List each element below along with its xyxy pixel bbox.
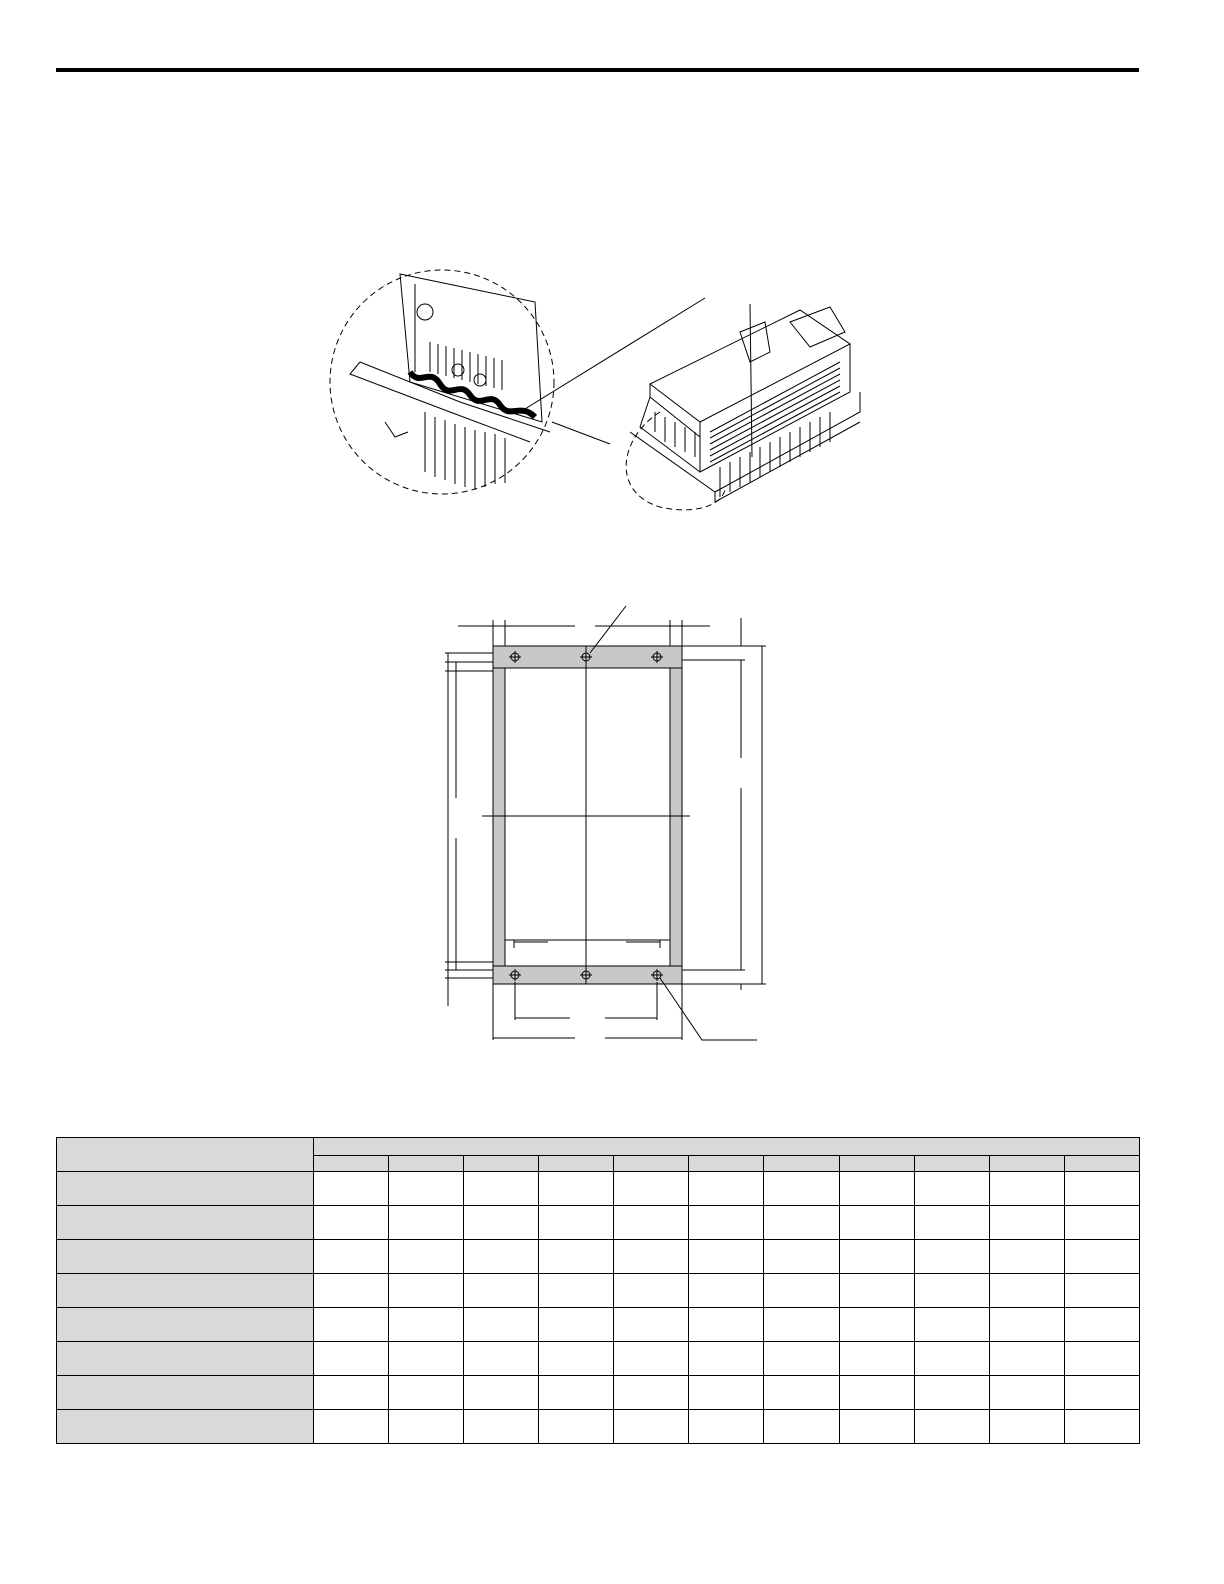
table-cell [689,1172,764,1206]
table-row [57,1410,1140,1444]
table-corner-cell [57,1138,314,1172]
table-row [57,1376,1140,1410]
table-cell [1064,1172,1139,1206]
table-cell [989,1172,1064,1206]
table-cell [614,1410,689,1444]
table-row-label [57,1206,314,1240]
right-dimensions [682,618,766,990]
table-cell [314,1240,389,1274]
table-cell [914,1274,989,1308]
table-cell [1064,1308,1139,1342]
table-column-header [764,1156,839,1172]
table-cell [389,1342,464,1376]
table-row-label [57,1342,314,1376]
table-column-header [839,1156,914,1172]
table-cell [464,1274,539,1308]
table-cell [389,1274,464,1308]
table-cell [689,1274,764,1308]
leader-line-1 [520,298,705,412]
table-cell [614,1172,689,1206]
drive-body [630,307,860,522]
table-row [57,1206,1140,1240]
table-cell [464,1308,539,1342]
table-cell [614,1308,689,1342]
table-cell [839,1206,914,1240]
table-cell [914,1206,989,1240]
table-cell [839,1172,914,1206]
table-cell [989,1308,1064,1342]
table-cell [389,1240,464,1274]
table-cell [464,1172,539,1206]
table-cell [539,1172,614,1206]
hole-leader-bottom [660,978,757,1040]
table-cell [389,1410,464,1444]
table-cell [614,1206,689,1240]
table-cell [914,1376,989,1410]
table-cell [1064,1376,1139,1410]
table-row [57,1240,1140,1274]
table-row [57,1274,1140,1308]
table-cell [614,1342,689,1376]
table-cell [764,1172,839,1206]
mounting-dimension-drawing [430,598,770,1050]
table-cell [314,1206,389,1240]
detail-terminal-block [350,274,550,490]
table-cell [464,1240,539,1274]
table-cell [539,1240,614,1274]
table-cell [914,1308,989,1342]
small-detail-circle [626,412,725,510]
table-cell [989,1274,1064,1308]
table-cell [989,1410,1064,1444]
table-cell [1064,1410,1139,1444]
table-cell [389,1376,464,1410]
table-column-header [1064,1156,1139,1172]
table-cell [839,1376,914,1410]
table-column-header [314,1156,389,1172]
table-column-header [989,1156,1064,1172]
table-cell [764,1240,839,1274]
table-column-header [614,1156,689,1172]
table-cell [314,1172,389,1206]
table-column-header [539,1156,614,1172]
table-cell [839,1342,914,1376]
table-cell [314,1274,389,1308]
table-cell [989,1240,1064,1274]
table-cell [464,1206,539,1240]
drive-with-gasket-isometric [320,262,880,522]
table-cell [314,1376,389,1410]
table-column-header [689,1156,764,1172]
table-row-label [57,1172,314,1206]
table-cell [689,1240,764,1274]
table-column-header [389,1156,464,1172]
specification-table [56,1137,1140,1444]
table-cell [314,1308,389,1342]
table-column-header [914,1156,989,1172]
table-row [57,1308,1140,1342]
table-cell [1064,1240,1139,1274]
table-cell [539,1308,614,1342]
table-cell [389,1308,464,1342]
table-cell [1064,1342,1139,1376]
table-header-main [314,1138,1140,1156]
table-cell [764,1376,839,1410]
table-cell [764,1274,839,1308]
table-cell [914,1342,989,1376]
top-dimensions [458,620,710,646]
table-cell [614,1240,689,1274]
table-row-label [57,1240,314,1274]
table-cell [689,1410,764,1444]
table-row-label [57,1274,314,1308]
table-cell [539,1342,614,1376]
table-cell [689,1376,764,1410]
table-cell [989,1342,1064,1376]
table-cell [764,1410,839,1444]
table-cell [914,1240,989,1274]
table-cell [464,1410,539,1444]
table-cell [839,1240,914,1274]
table-cell [689,1206,764,1240]
table-cell [389,1172,464,1206]
table-cell [839,1274,914,1308]
table-cell [389,1206,464,1240]
header-rule [56,68,1139,72]
table-column-header [464,1156,539,1172]
table-cell [764,1308,839,1342]
table-row-label [57,1308,314,1342]
table-cell [764,1342,839,1376]
table-cell [1064,1274,1139,1308]
table-cell [839,1410,914,1444]
table-cell [914,1172,989,1206]
table-cell [914,1410,989,1444]
table-row [57,1172,1140,1206]
table-cell [989,1206,1064,1240]
table-cell [989,1376,1064,1410]
bottom-dimensions [493,982,682,1040]
table-cell [839,1308,914,1342]
table-row-label [57,1376,314,1410]
table-cell [464,1342,539,1376]
table-cell [464,1376,539,1410]
table-cell [614,1376,689,1410]
table-cell [764,1206,839,1240]
table-cell [539,1274,614,1308]
table-cell [614,1274,689,1308]
leader-line-2 [552,422,610,444]
table-cell [1064,1206,1139,1240]
table-cell [539,1410,614,1444]
table-cell [314,1342,389,1376]
table-cell [539,1206,614,1240]
table-cell [314,1410,389,1444]
table-cell [539,1376,614,1410]
table-row [57,1342,1140,1376]
table-row-label [57,1410,314,1444]
table-cell [689,1308,764,1342]
table-cell [689,1342,764,1376]
